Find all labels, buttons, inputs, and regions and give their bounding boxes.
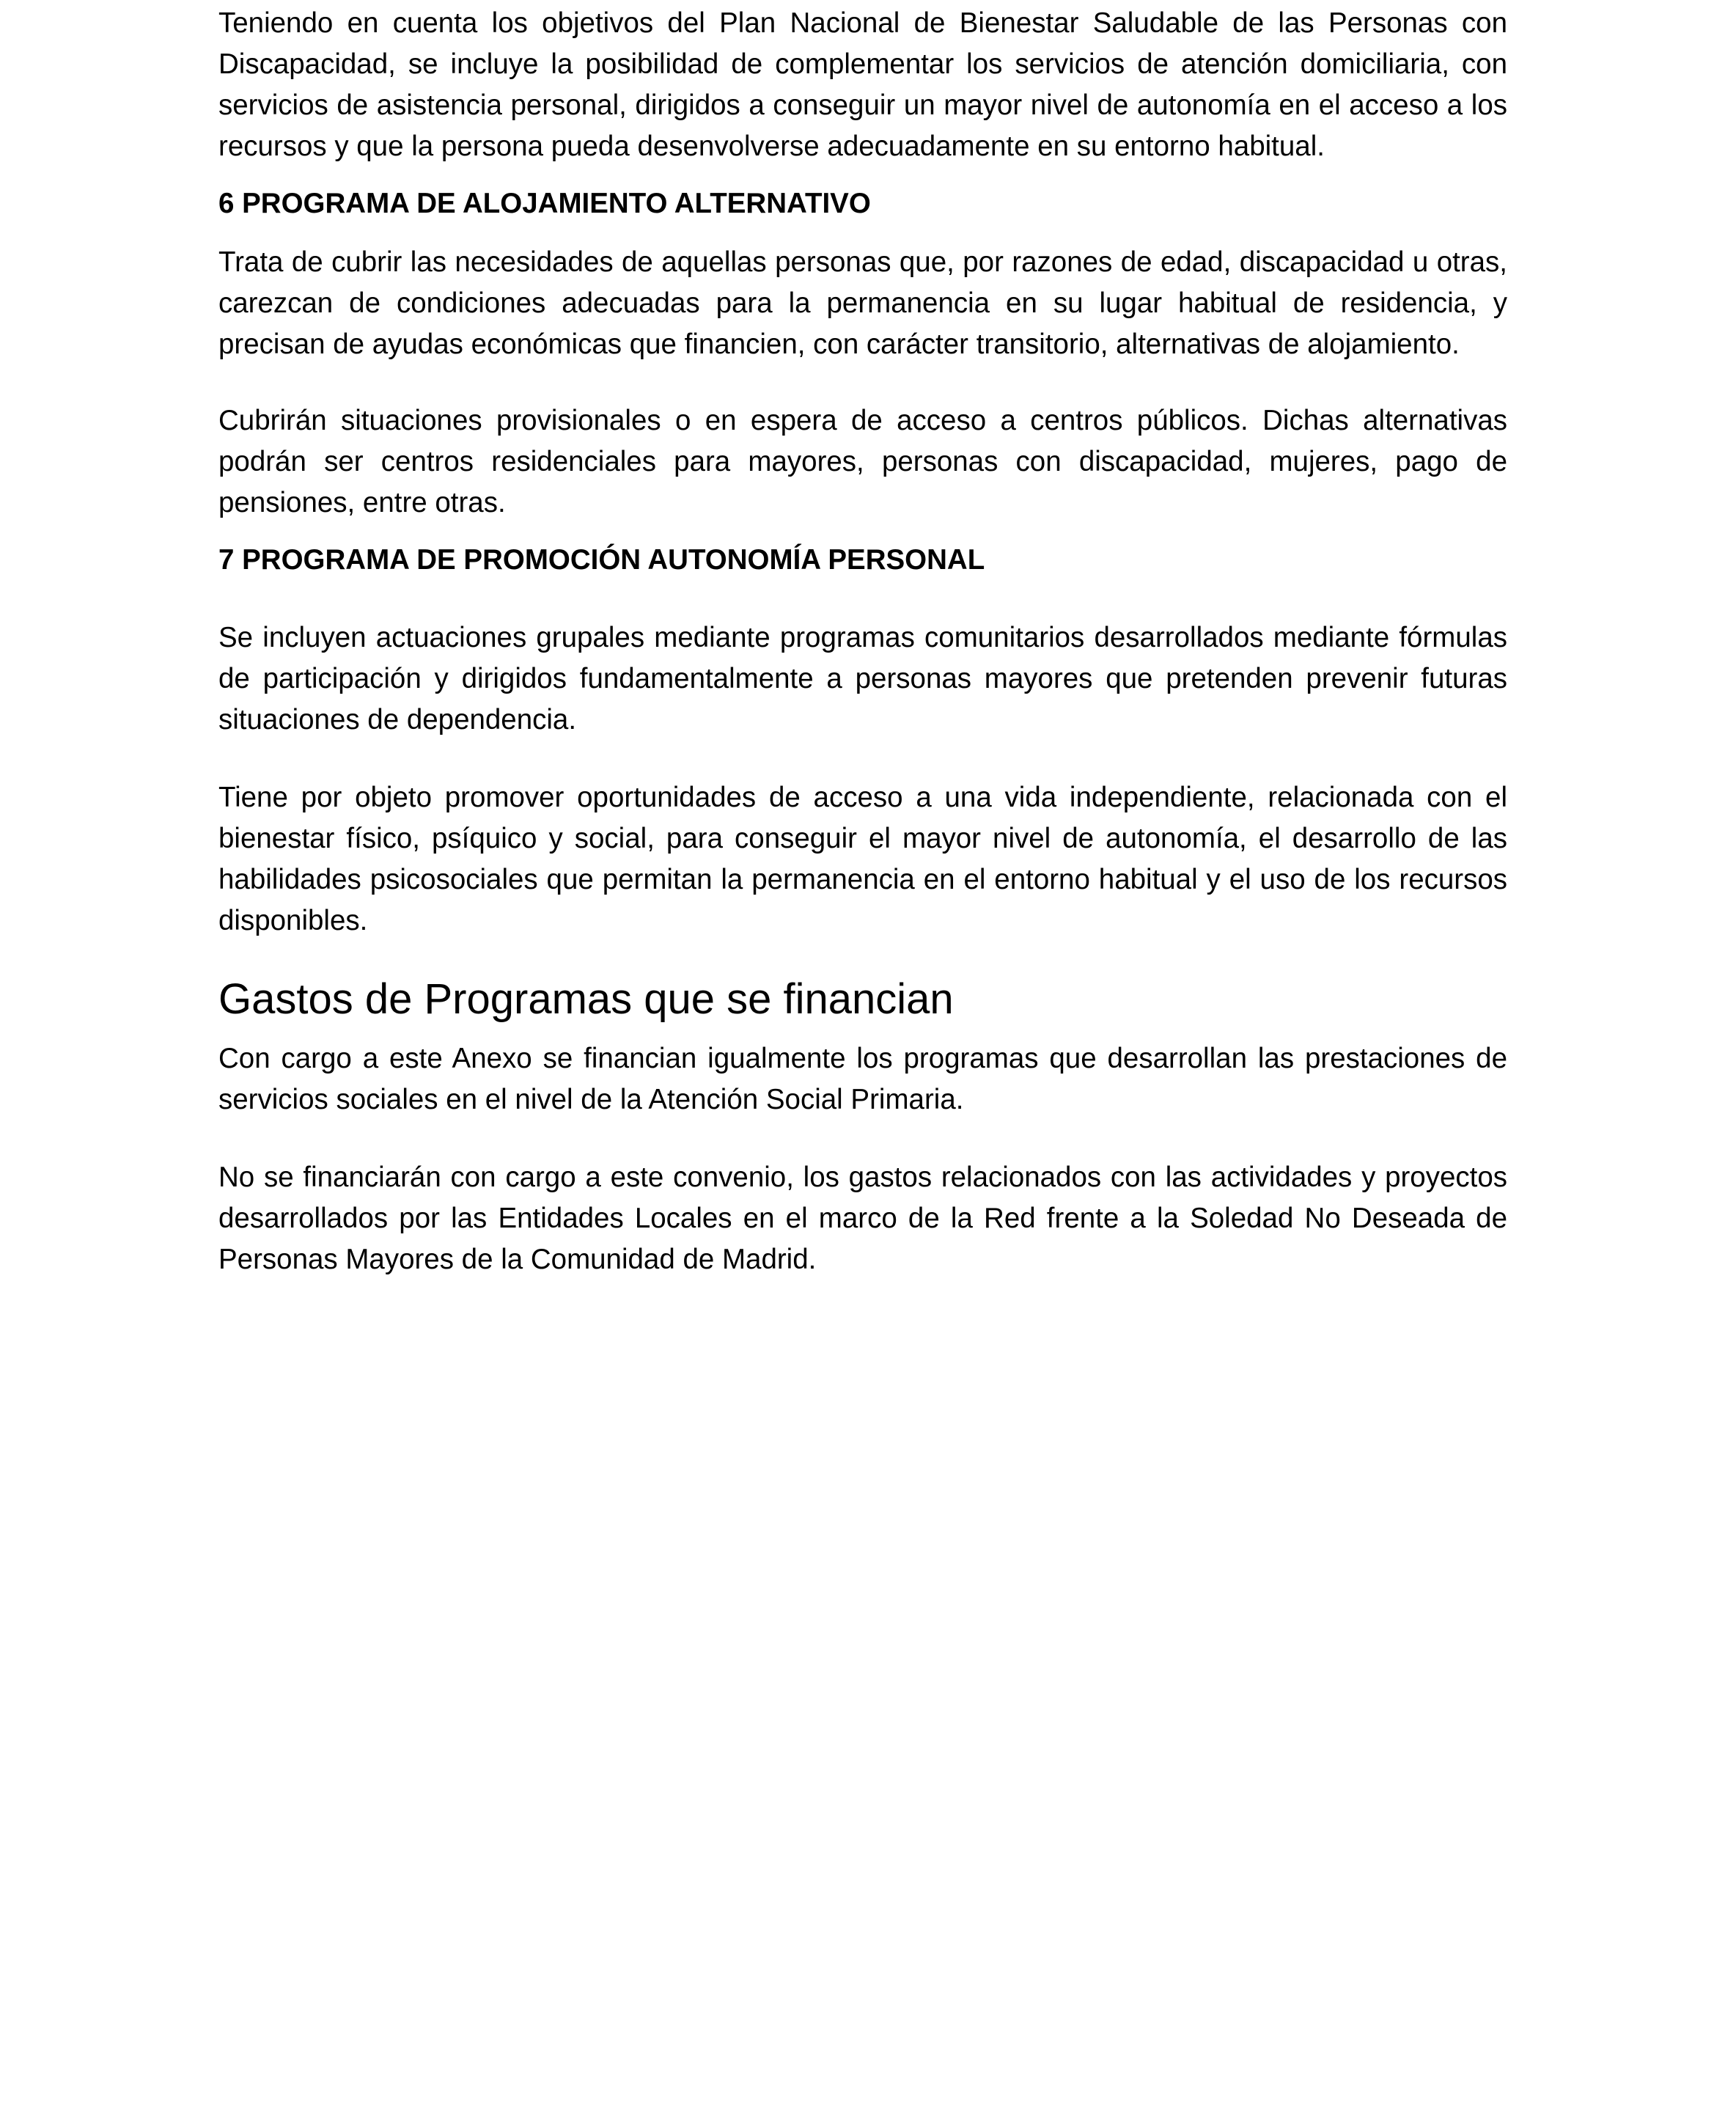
gastos-paragraph-1: Con cargo a este Anexo se financian igualmente los programas que desarrollan las prestaciones de servicios sociales en el nivel de la Atención Social Primaria. xyxy=(218,1043,1507,1115)
document-page xyxy=(218,0,1507,1280)
section-6-paragraph-2: Cubrirán situaciones provisionales o en espera de acceso a centros públicos. Dichas alternativas podrán ser centros residenciales para mayores, personas con discapacidad, mujeres, pago de pensiones, entre otras. xyxy=(218,405,1507,518)
section-7-paragraph-1: Se incluyen actuaciones grupales mediante programas comunitarios desarrollados mediante fórmulas de participación y dirigidos fundamentalmente a personas mayores que pretenden prevenir futuras situaciones de dependencia. xyxy=(218,622,1507,735)
section-7-heading: 7 PROGRAMA DE PROMOCIÓN AUTONOMÍA PERSONAL xyxy=(218,544,985,576)
intro-paragraph: Teniendo en cuenta los objetivos del Plan Nacional de Bienestar Saludable de las Personas con Discapacidad, se incluye la posibilidad de complementar los servicios de atención domiciliaria, con servicios de asistencia personal, dirigidos a conseguir un mayor nivel de autonomía en el acceso a los recursos y que la persona pueda desenvolverse adecuadamente en su entorno habitual. xyxy=(218,7,1507,162)
section-7-paragraph-2: Tiene por objeto promover oportunidades de acceso a una vida independiente, relacionada con el bienestar físico, psíquico y social, para conseguir el mayor nivel de autonomía, el desarrollo de las habilidades psicosociales que permitan la permanencia en el entorno habitual y el uso de los recursos disponibles. xyxy=(218,782,1507,936)
gastos-heading: Gastos de Programas que se financian xyxy=(218,975,954,1023)
section-6-heading: 6 PROGRAMA DE ALOJAMIENTO ALTERNATIVO xyxy=(218,188,871,219)
gastos-paragraph-2: No se financiarán con cargo a este convenio, los gastos relacionados con las actividades y proyectos desarrollados por las Entidades Locales en el marco de la Red frente a la Soledad No Deseada de Personas Mayores de la Comunidad de Madrid. xyxy=(218,1162,1507,1275)
section-6-paragraph-1: Trata de cubrir las necesidades de aquellas personas que, por razones de edad, discapacidad u otras, carezcan de condiciones adecuadas para la permanencia en su lugar habitual de residencia, y precisan de ayudas económicas que financien, con carácter transitorio, alternativas de alojamiento. xyxy=(218,246,1507,360)
